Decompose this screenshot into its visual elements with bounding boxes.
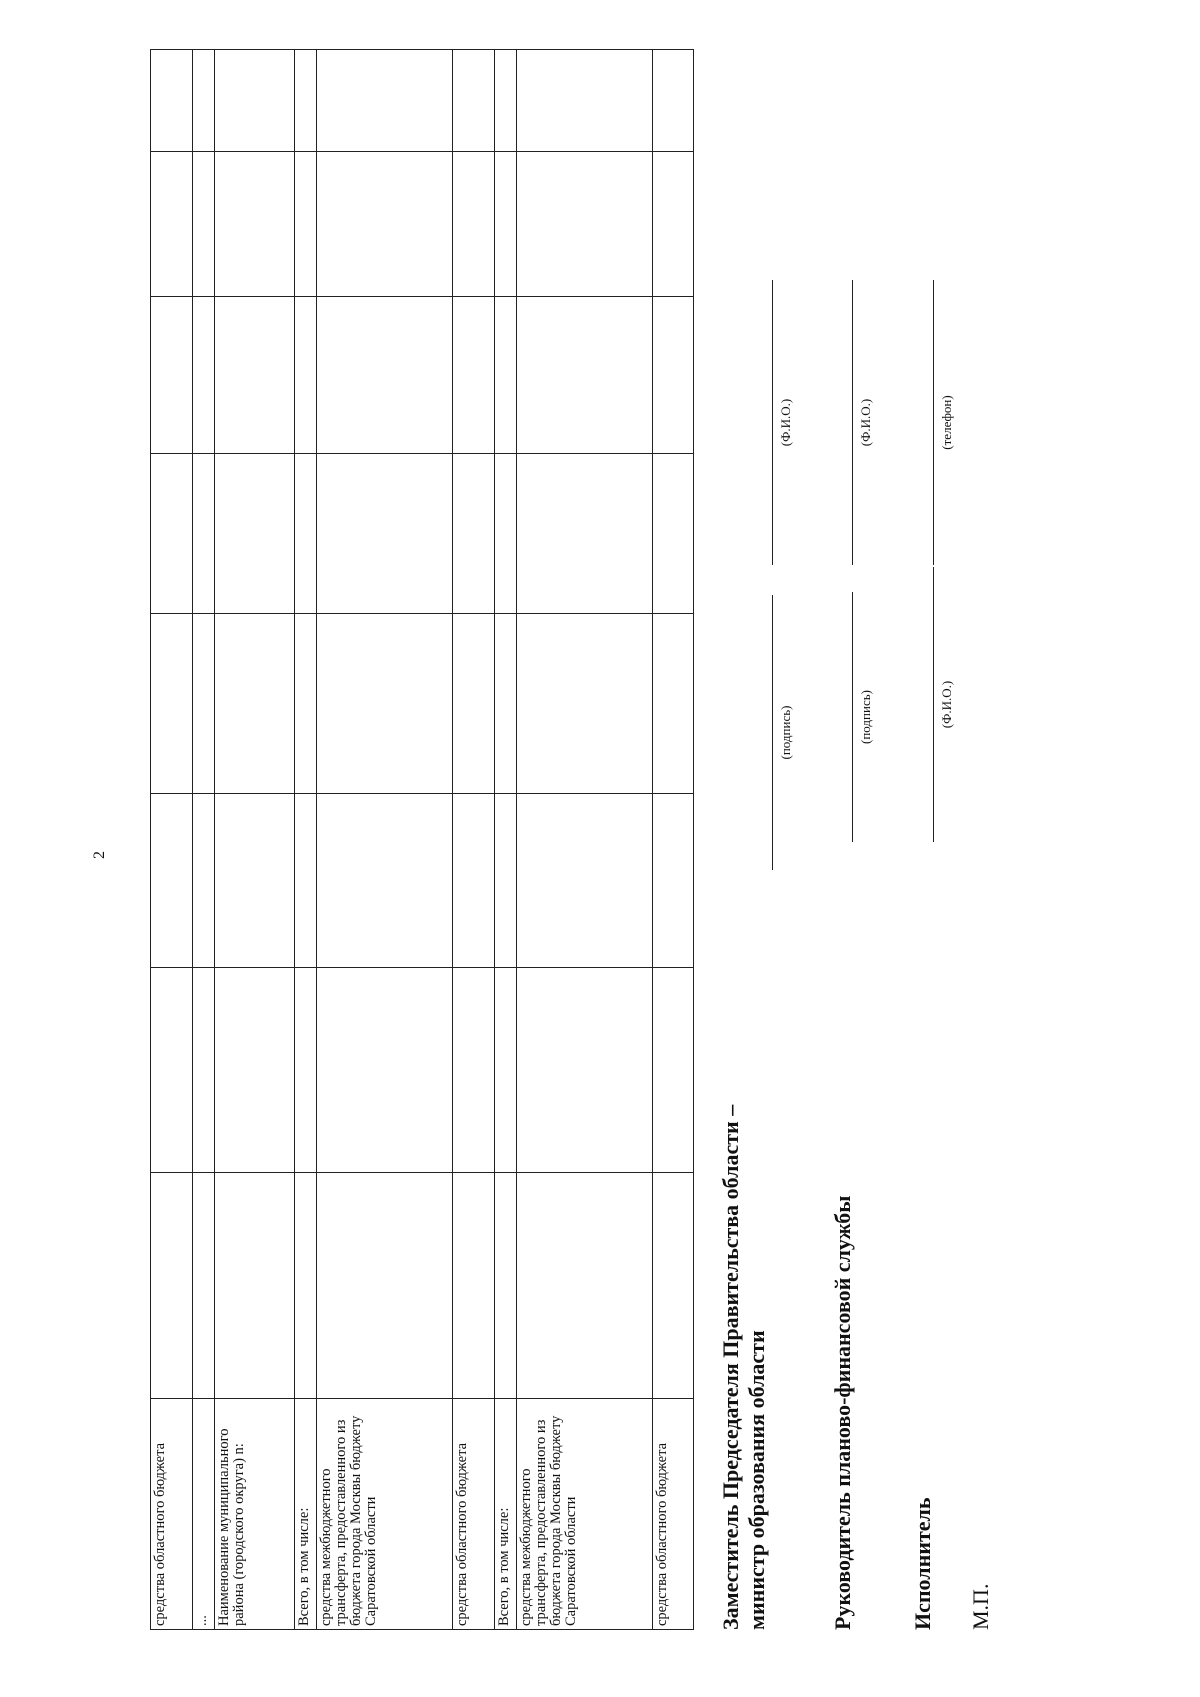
column-divider	[150, 151, 694, 152]
deputy-title-line2: министр образования области	[744, 1330, 769, 1630]
executor-signature-title	[910, 1230, 936, 1630]
head-title: Руководитель планово-финансовой службы	[830, 1195, 855, 1630]
head-signature-title	[830, 830, 856, 1630]
executor-name-line	[933, 567, 934, 842]
executor-title: Исполнитель	[910, 1497, 935, 1630]
table-row	[150, 50, 192, 1630]
table-row	[652, 50, 694, 1630]
head-sign-line	[852, 592, 853, 842]
page-number: 2	[91, 851, 108, 859]
table-left-border	[150, 1629, 694, 1630]
row-label: средства областного бюджета	[453, 1398, 494, 1630]
table-row	[316, 50, 452, 1630]
head-name-line	[852, 280, 853, 565]
table-row	[192, 50, 214, 1630]
budget-table	[150, 50, 752, 1630]
column-divider	[150, 967, 694, 968]
rotated-sheet	[150, 50, 1050, 1630]
table-row	[452, 50, 494, 1630]
row-label: Всего, в том числе:	[495, 1398, 516, 1630]
column-divider	[150, 1172, 694, 1173]
column-divider	[150, 793, 694, 794]
executor-name-caption: (Ф.И.О.)	[939, 680, 954, 729]
deputy-name-line	[772, 280, 773, 565]
row-label: средства областного бюджета	[653, 1398, 693, 1630]
row-label: Всего, в том числе:	[295, 1398, 316, 1630]
row-label: средства межбюджетного трансферта, предоставленного из бюджета города Москвы бюджету Саратовской области	[517, 1398, 652, 1630]
table-row	[294, 50, 316, 1630]
stamp-place: М.П.	[968, 1583, 993, 1630]
deputy-sign-caption: (подпись)	[778, 705, 793, 760]
row-label: Наименование муниципального района (городского округа) n:	[215, 1398, 294, 1630]
executor-phone-line	[933, 280, 934, 565]
row-label: средства межбюджетного трансферта, предоставленного из бюджета города Москвы бюджету Саратовской области	[317, 1398, 452, 1630]
column-divider	[150, 453, 694, 454]
head-name-caption: (Ф.И.О.)	[858, 398, 873, 447]
deputy-signature-title	[718, 830, 770, 1630]
head-sign-caption: (подпись)	[858, 690, 873, 744]
row-label: ...	[193, 1398, 214, 1630]
column-divider	[150, 296, 694, 297]
table-right-border	[150, 49, 694, 50]
table-row	[516, 50, 652, 1630]
deputy-title-line1: Заместитель Председателя Правительства области –	[718, 1104, 743, 1630]
table-row	[494, 50, 516, 1630]
deputy-sign-line	[772, 595, 773, 870]
column-divider	[150, 613, 694, 614]
deputy-name-caption: (Ф.И.О.)	[778, 398, 793, 447]
row-label: средства областного бюджета	[151, 1398, 192, 1630]
table-row	[214, 50, 294, 1630]
executor-phone-caption: (телефон)	[939, 395, 954, 450]
